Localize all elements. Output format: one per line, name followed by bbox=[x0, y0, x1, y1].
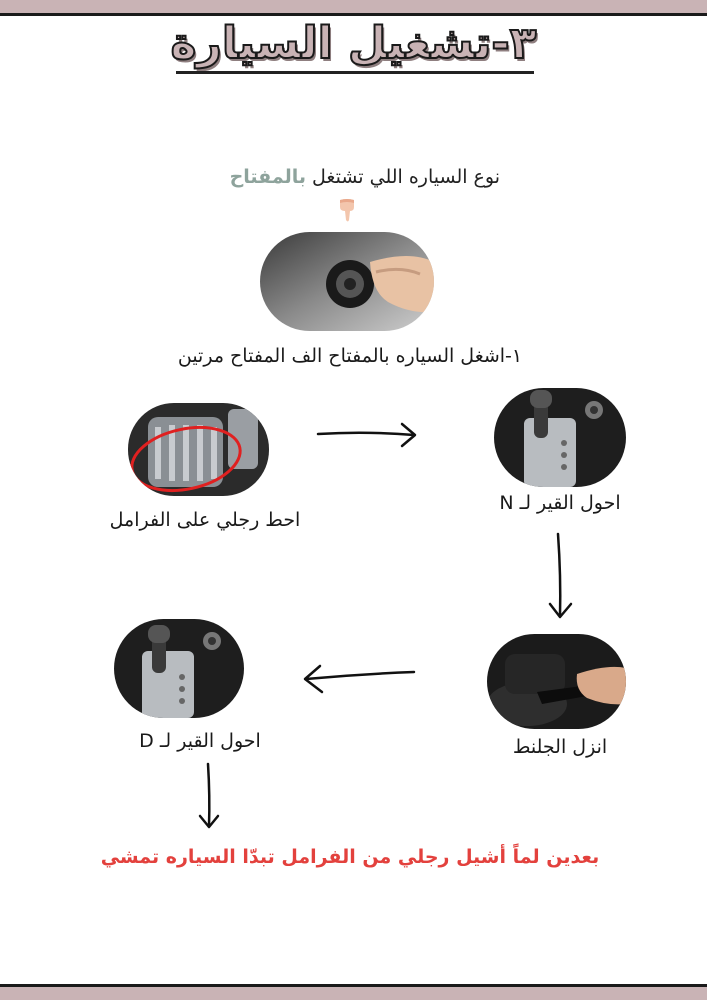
gear-drive-image bbox=[114, 619, 244, 718]
arrow-down-icon bbox=[546, 532, 576, 622]
intro-accent: بالمفتاح bbox=[229, 166, 306, 188]
key-ignition-image bbox=[260, 232, 434, 331]
brake-caption: احط رجلي على الفرامل bbox=[109, 509, 301, 531]
top-border bbox=[0, 0, 707, 13]
arrow-left-icon bbox=[300, 660, 418, 696]
handbrake-image bbox=[487, 634, 626, 729]
step1-caption: ١-اشغل السياره بالمفتاح الف المفتاح مرتين bbox=[177, 345, 523, 367]
gear-neutral-image bbox=[494, 388, 626, 487]
title-underline bbox=[176, 71, 534, 74]
arrow-right-icon bbox=[316, 420, 420, 450]
final-instruction: بعدين لماً أشيل رجلي من الفرامل تبدّا السياره تمشي bbox=[100, 846, 600, 868]
page-title: ٣-تشغيل السيارة bbox=[170, 18, 537, 69]
intro-text bbox=[150, 166, 500, 188]
neutral-caption: احول القير لـ N bbox=[499, 492, 621, 514]
bottom-border bbox=[0, 987, 707, 1000]
brake-pedal-image bbox=[128, 403, 269, 496]
arrow-down-icon bbox=[196, 762, 224, 832]
intro-label: نوع السياره اللي تشتغل bbox=[306, 166, 500, 188]
top-border-line bbox=[0, 13, 707, 16]
handbrake-caption: انزل الجلنط bbox=[512, 736, 608, 758]
drive-caption: احول القير لـ D bbox=[139, 730, 261, 752]
pointing-hand-icon bbox=[336, 198, 358, 224]
